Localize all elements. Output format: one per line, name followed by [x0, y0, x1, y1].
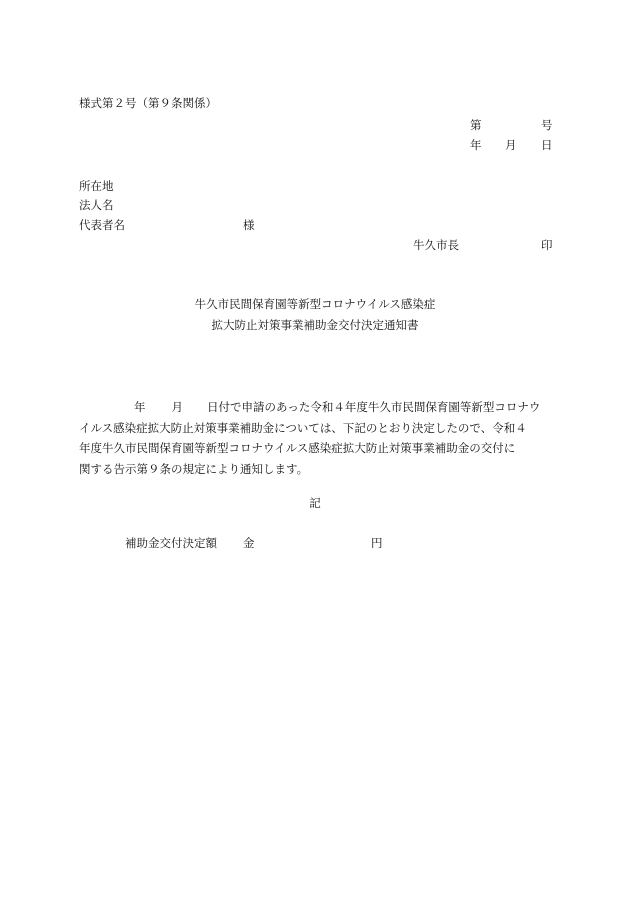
date-year: 年 [470, 138, 482, 152]
honorific: 様 [243, 218, 255, 232]
corporation-label: 法人名 [79, 198, 114, 212]
issuer-name: 牛久市長 [413, 238, 459, 252]
document-title-line-2: 拡大防止対策事業補助金交付決定通知書 [211, 318, 419, 332]
body-line-4: 関する告示第９条の規定により通知します。 [79, 461, 309, 476]
document-title-line-1: 牛久市民間保育園等新型コロナウイルス感染症 [194, 297, 436, 311]
document-number-suffix: 号 [541, 118, 553, 132]
issuer-seal: 印 [541, 238, 553, 252]
representative-label: 代表者名 [79, 218, 125, 232]
location-label: 所在地 [79, 179, 114, 193]
date-month: 月 [505, 138, 517, 152]
date-day: 日 [541, 138, 553, 152]
body-line-1 [79, 397, 551, 418]
amount-currency-prefix: 金 [243, 536, 255, 550]
body-line-1-text: 日付で申請のあった令和４年度牛久市民間保育園等新型コロナウ [207, 400, 541, 414]
amount-unit: 円 [371, 536, 383, 550]
body-line-2: イルス感染症拡大防止対策事業補助金については、下記のとおり決定したので、令和４ [79, 420, 527, 435]
body-line-3: 年度牛久市民間保育園等新型コロナウイルス感染症拡大防止対策事業補助金の交付に [79, 441, 516, 455]
form-number: 様式第２号（第９条関係） [79, 96, 217, 110]
record-marker: 記 [309, 496, 321, 510]
body-paragraph [79, 397, 551, 479]
body-month: 月 [171, 400, 183, 414]
amount-label: 補助金交付決定額 [125, 536, 217, 550]
body-year: 年 [134, 400, 146, 414]
document-number-prefix: 第 [470, 118, 482, 132]
